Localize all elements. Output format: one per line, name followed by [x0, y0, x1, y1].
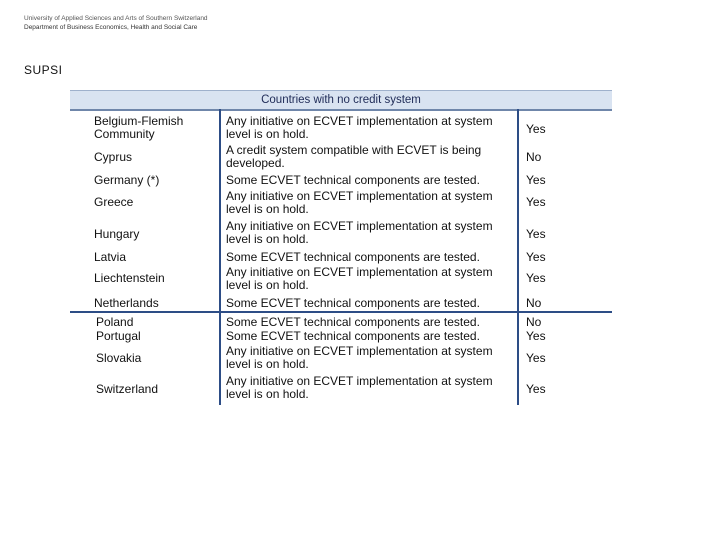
country-cell: Poland: [96, 315, 134, 329]
country-cell: Liechtenstein: [94, 271, 165, 285]
department-name: Department of Business Economics, Health and Social Care: [24, 24, 198, 31]
description-cell: Some ECVET technical components are tested.: [226, 296, 480, 310]
answer-cell: No: [526, 296, 542, 310]
table-row: [70, 345, 612, 375]
answer-cell: Yes: [526, 195, 546, 209]
description-cell: Some ECVET technical components are tested.: [226, 315, 480, 329]
answer-cell: Yes: [526, 122, 546, 136]
answer-cell: Yes: [526, 329, 546, 343]
country-cell: Greece: [94, 195, 134, 209]
table-row: [70, 190, 612, 220]
country-cell: Belgium-Flemish Community: [94, 114, 184, 141]
answer-cell: No: [526, 150, 542, 164]
table-row: [70, 220, 612, 250]
description-cell: Any initiative on ECVET implementation at system level is on hold.: [226, 219, 493, 246]
description-cell: Any initiative on ECVET implementation at system level is on hold.: [226, 114, 493, 141]
country-cell: Slovakia: [96, 351, 142, 365]
table-row: [70, 315, 612, 330]
section-divider: [70, 311, 612, 313]
credit-system-table: [70, 90, 612, 401]
table-row: [70, 172, 612, 190]
description-cell: Some ECVET technical components are tested.: [226, 329, 480, 343]
country-cell: Germany (*): [94, 173, 160, 187]
table-row: [70, 250, 612, 265]
country-cell: Portugal: [96, 329, 141, 343]
country-cell: Cyprus: [94, 150, 133, 164]
country-cell: Hungary: [94, 227, 140, 241]
answer-cell: Yes: [526, 173, 546, 187]
table-row: [70, 375, 612, 405]
country-cell: Latvia: [94, 250, 127, 264]
answer-cell: Yes: [526, 271, 546, 285]
description-cell: Some ECVET technical components are tested.: [226, 173, 480, 187]
column-divider: [517, 109, 519, 405]
description-cell: Any initiative on ECVET implementation at system level is on hold.: [226, 344, 493, 371]
column-divider: [219, 109, 221, 405]
country-cell: Netherlands: [94, 296, 159, 310]
country-cell: Switzerland: [96, 382, 159, 396]
table-row: [70, 330, 612, 345]
description-cell: Any initiative on ECVET implementation at system level is on hold.: [226, 265, 493, 292]
institution-name: University of Applied Sciences and Arts of Southern Switzerland: [24, 15, 208, 22]
answer-cell: Yes: [526, 351, 546, 365]
table-title: Countries with no credit system: [70, 90, 612, 111]
table-row: [70, 144, 612, 172]
answer-cell: Yes: [526, 250, 546, 264]
description-cell: Any initiative on ECVET implementation at system level is on hold.: [226, 189, 493, 216]
description-cell: A credit system compatible with ECVET is being developed.: [226, 143, 482, 170]
description-cell: Any initiative on ECVET implementation at system level is on hold.: [226, 374, 493, 401]
answer-cell: Yes: [526, 382, 546, 396]
table-row: [70, 114, 612, 144]
description-cell: Some ECVET technical components are tested.: [226, 250, 480, 264]
table-row: [70, 266, 612, 296]
answer-cell: No: [526, 315, 542, 329]
supsi-logo: SUPSI: [24, 63, 63, 77]
answer-cell: Yes: [526, 227, 546, 241]
